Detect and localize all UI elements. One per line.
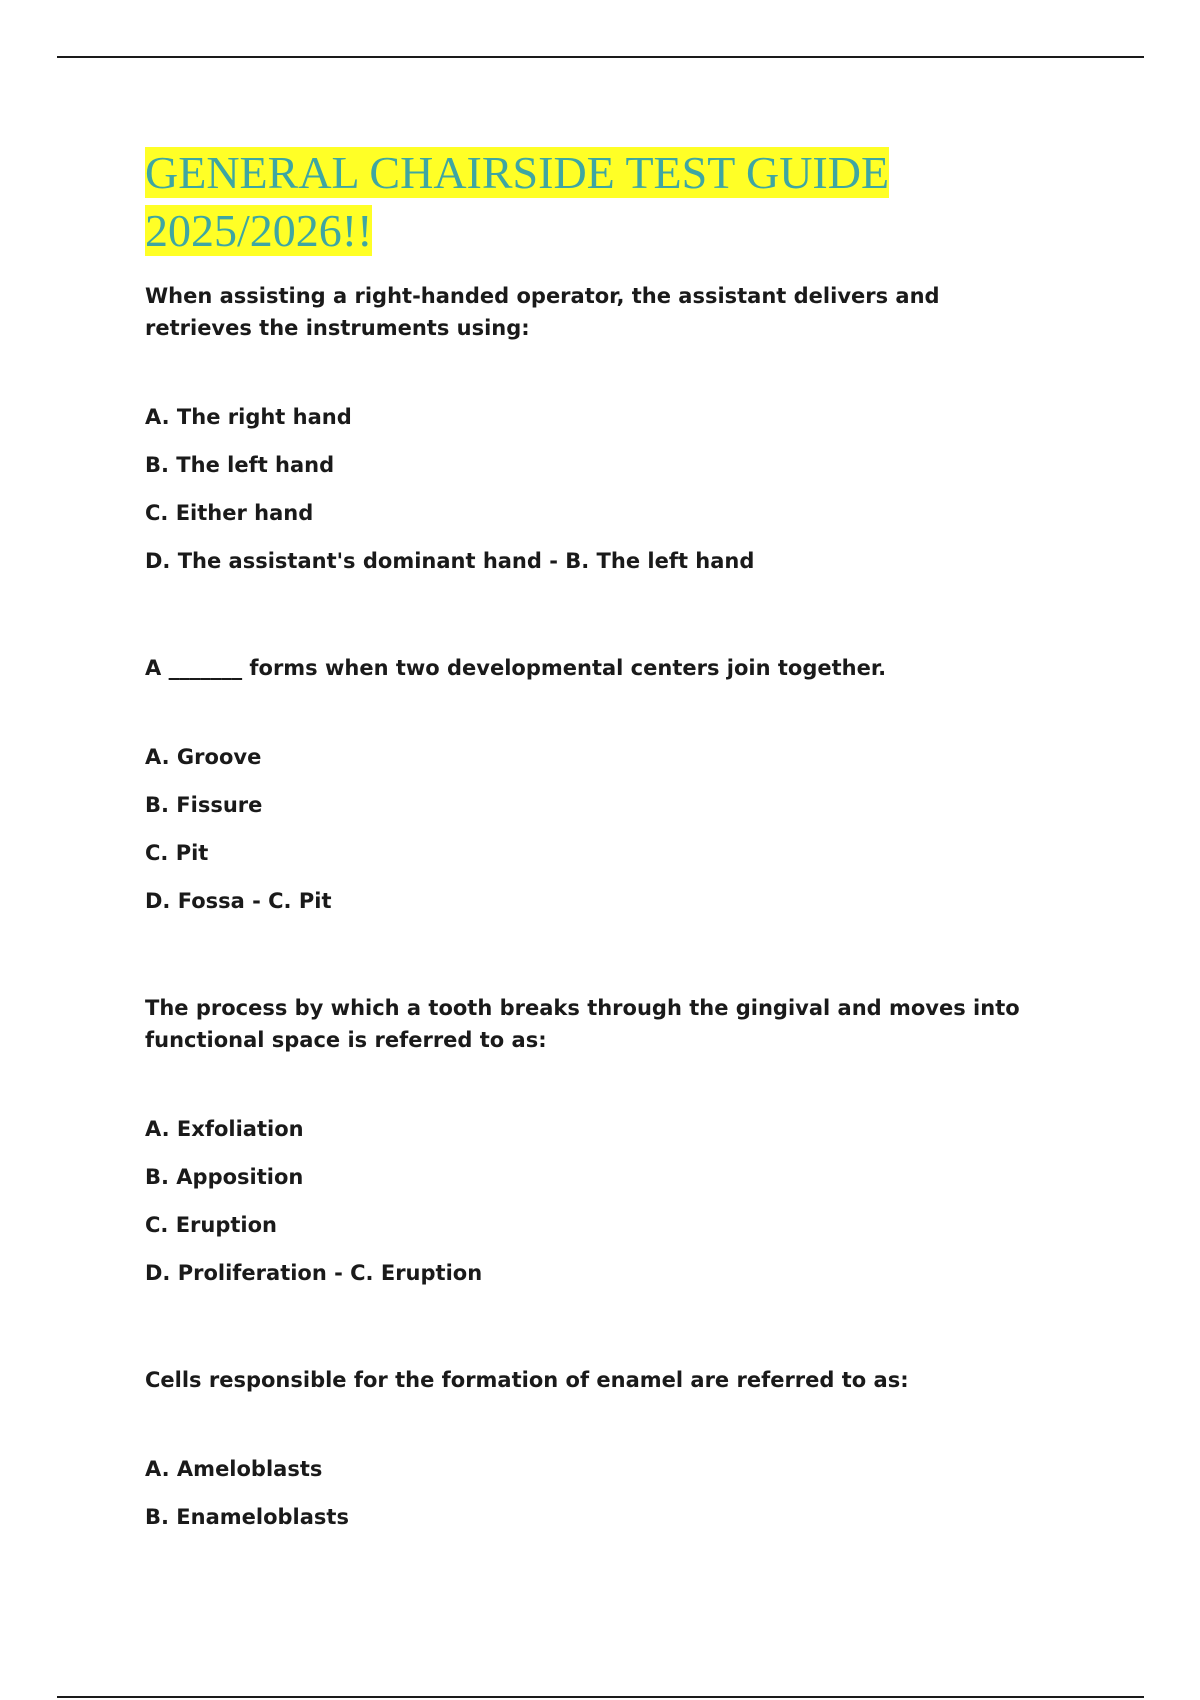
document-title — [145, 144, 1045, 260]
top-rule — [57, 56, 1144, 58]
question-1 — [145, 280, 1045, 576]
answer-option: B. Fissure — [145, 793, 263, 817]
answer-option: B. Apposition — [145, 1165, 304, 1189]
answer-option: C. Eruption — [145, 1213, 277, 1237]
answer-option: A. Ameloblasts — [145, 1457, 323, 1481]
title-line-1: GENERAL CHAIRSIDE TEST GUIDE — [145, 147, 890, 198]
answer-option: A. Groove — [145, 745, 262, 769]
question-text: When assisting a right-handed operator, the assistant delivers and retrieves the instruments using: — [145, 284, 940, 340]
question-2 — [145, 652, 1045, 916]
question-text: Cells responsible for the formation of enamel are referred to as: — [145, 1368, 909, 1392]
title-line-2: 2025/2026!! — [145, 205, 373, 256]
answer-option: D. Fossa - C. Pit — [145, 889, 332, 913]
document-body — [145, 144, 1045, 1532]
answer-option: B. The left hand — [145, 453, 335, 477]
bottom-rule — [57, 1696, 1144, 1698]
question-4 — [145, 1364, 1045, 1532]
answer-option: C. Pit — [145, 841, 209, 865]
question-text: A _______ forms when two developmental centers join together. — [145, 656, 887, 680]
question-3 — [145, 992, 1045, 1288]
answer-option: D. The assistant's dominant hand - B. The left hand — [145, 549, 755, 573]
answer-option: A. Exfoliation — [145, 1117, 304, 1141]
answer-option: D. Proliferation - C. Eruption — [145, 1261, 483, 1285]
question-text: The process by which a tooth breaks through the gingival and moves into functional space is referred to as: — [145, 996, 1020, 1052]
answer-option: C. Either hand — [145, 501, 314, 525]
answer-option: A. The right hand — [145, 405, 352, 429]
answer-option: B. Enameloblasts — [145, 1505, 349, 1529]
